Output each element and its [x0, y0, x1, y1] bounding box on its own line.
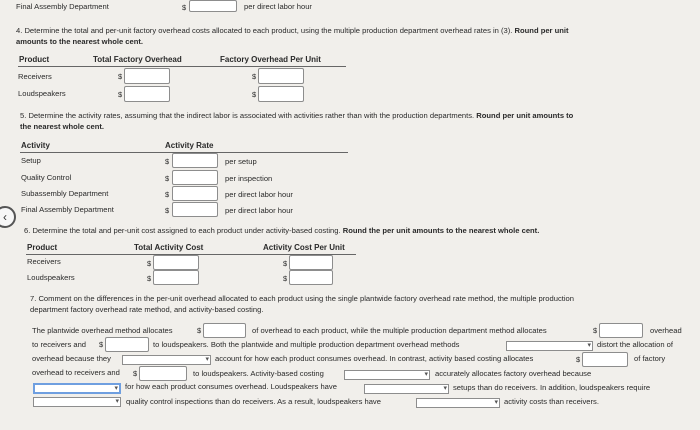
q5-row-subassembly-unit: per direct labor hour — [225, 190, 293, 199]
q4-row-loudspeakers-label: Loudspeakers — [18, 89, 66, 98]
q7-inspections-dropdown[interactable] — [33, 397, 121, 407]
q7-line2-text-b: to loudspeakers. Both the plantwide and multiple production department overhead methods — [153, 340, 460, 349]
q4-header-product: Product — [19, 55, 50, 64]
q6-row-receivers-dollar-unit: $ — [283, 259, 288, 268]
chevron-left-icon: ‹ — [3, 210, 7, 224]
q7-line1-text-b: of overhead to each product, while the multiple production department method allocates — [252, 326, 547, 335]
q6-header-total: Total Activity Cost — [134, 243, 204, 252]
q7-line2-text-c: distort the allocation of — [597, 340, 673, 349]
q5-row-quality-label: Quality Control — [21, 173, 72, 182]
q5-row-quality-unit: per inspection — [225, 174, 273, 183]
q7-line4-text-a: overhead to receivers and — [32, 368, 120, 377]
q7-line6-text-a: quality control inspections than do receivers. As a result, loudspeakers have — [126, 397, 381, 406]
q5-prompt: 5. Determine the activity rates, assuming that the indirect labor is associated with activities rather than with the production departments. Round per unit amounts to — [20, 111, 574, 120]
q7-line3-text-b: account for how each product consumes overhead. In contrast, activity based costing allocates — [215, 354, 534, 363]
top-row-dollar: $ — [182, 3, 187, 12]
q5-row-quality-dollar: $ — [165, 174, 170, 183]
top-row-rate-input[interactable] — [189, 0, 237, 12]
q6-loudspeakers-total-input[interactable] — [153, 270, 199, 285]
q7-line4-text-c: accurately allocates factory overhead because — [435, 369, 592, 378]
q6-loudspeakers-per-unit-input[interactable] — [289, 270, 333, 285]
q4-receivers-per-unit-input[interactable] — [258, 68, 304, 84]
q7-line2-text-a: to receivers and — [32, 340, 87, 349]
q7-line4-dollar: $ — [133, 369, 138, 378]
q7-line1-text-a: The plantwide overhead method allocates — [32, 326, 173, 335]
q5-row-final-assembly-label: Final Assembly Department — [21, 205, 114, 214]
q7-line6-text-b: activity costs than receivers. — [504, 397, 599, 406]
q4-header-rule — [18, 66, 346, 67]
q4-row-receivers-label: Receivers — [18, 72, 52, 81]
q5-row-final-assembly-unit: per direct labor hour — [225, 206, 293, 215]
q7-activity-costs-dropdown[interactable] — [416, 398, 500, 408]
q7-line3-dollar: $ — [576, 355, 581, 364]
q7-multiple-loudspeakers-amount-input[interactable] — [105, 337, 149, 352]
q7-line2-dollar: $ — [99, 340, 104, 349]
previous-page-button[interactable] — [0, 206, 16, 228]
chevron-down-icon: ▾ — [494, 399, 498, 406]
q5-header-activity: Activity — [21, 141, 50, 150]
q7-abc-loudspeakers-amount-input[interactable] — [139, 366, 187, 381]
q7-accurately-dropdown[interactable] — [344, 370, 430, 380]
q5-header-rate: Activity Rate — [165, 141, 214, 150]
q6-row-loudspeakers-dollar-unit: $ — [283, 274, 288, 283]
q7-distort-dropdown[interactable] — [506, 341, 593, 351]
q6-receivers-per-unit-input[interactable] — [289, 255, 333, 270]
q5-row-subassembly-dollar: $ — [165, 190, 170, 199]
q4-loudspeakers-per-unit-input[interactable] — [258, 86, 304, 102]
q4-header-per-unit: Factory Overhead Per Unit — [220, 55, 321, 64]
q7-prompt-line2: department factory overhead rate method, and activity-based costing. — [30, 305, 264, 314]
q6-header-per-unit: Activity Cost Per Unit — [263, 243, 345, 252]
q7-account-dropdown[interactable] — [122, 355, 211, 365]
chevron-down-icon: ▾ — [205, 356, 209, 363]
q4-header-total: Total Factory Overhead — [93, 55, 182, 64]
chevron-down-icon: ▾ — [443, 385, 447, 392]
q5-row-setup-dollar: $ — [165, 157, 170, 166]
q4-row-loudspeakers-dollar-total: $ — [118, 90, 123, 99]
q5-subassembly-rate-input[interactable] — [172, 186, 218, 201]
q5-prompt-line2: the nearest whole cent. — [20, 122, 104, 131]
q6-prompt: 6. Determine the total and per-unit cost assigned to each product under activity-based costing. Round the per unit amounts to the nearest whole cent. — [24, 226, 540, 235]
q5-row-final-assembly-dollar: $ — [165, 206, 170, 215]
q6-row-loudspeakers-dollar-total: $ — [147, 274, 152, 283]
q4-row-loudspeakers-dollar-unit: $ — [252, 90, 257, 99]
q7-accounts-dropdown[interactable] — [33, 383, 121, 394]
q7-plantwide-amount-input[interactable] — [203, 323, 246, 338]
q7-line3-text-c: of factory — [634, 354, 666, 363]
q5-setup-rate-input[interactable] — [172, 153, 218, 168]
q4-loudspeakers-total-input[interactable] — [124, 86, 170, 102]
q6-header-product: Product — [27, 243, 58, 252]
top-row-unit: per direct labor hour — [244, 2, 312, 11]
q7-multiple-receivers-amount-input[interactable] — [599, 323, 643, 338]
q4-row-receivers-dollar-unit: $ — [252, 72, 257, 81]
q6-row-receivers-label: Receivers — [27, 257, 61, 266]
q7-setups-dropdown[interactable] — [364, 384, 449, 394]
q6-row-loudspeakers-label: Loudspeakers — [27, 273, 75, 282]
q5-row-setup-label: Setup — [21, 156, 41, 165]
top-row-label: Final Assembly Department — [16, 2, 109, 11]
q6-receivers-total-input[interactable] — [153, 255, 199, 270]
q4-row-receivers-dollar-total: $ — [118, 72, 123, 81]
q7-line1-dollar: $ — [197, 326, 202, 335]
q5-quality-rate-input[interactable] — [172, 170, 218, 185]
chevron-down-icon: ▾ — [114, 385, 118, 392]
q7-prompt-line1: 7. Comment on the differences in the per-unit overhead allocated to each product using the single plantwide factory overhead rate method, the multiple production — [30, 294, 574, 303]
chevron-down-icon: ▾ — [115, 398, 119, 405]
q5-row-setup-unit: per setup — [225, 157, 257, 166]
q7-line1-text-c: overhead — [650, 326, 682, 335]
q7-line4-text-b: to loudspeakers. Activity-based costing — [193, 369, 324, 378]
chevron-down-icon: ▾ — [424, 371, 428, 378]
q5-final-assembly-rate-input[interactable] — [172, 202, 218, 217]
q4-receivers-total-input[interactable] — [124, 68, 170, 84]
q7-line5-text-a: for how each product consumes overhead. Loudspeakers have — [125, 382, 337, 391]
q6-row-receivers-dollar-total: $ — [147, 259, 152, 268]
q5-row-subassembly-label: Subassembly Department — [21, 189, 109, 198]
q4-prompt-line2: amounts to the nearest whole cent. — [16, 37, 144, 46]
q7-line1-dollar-2: $ — [593, 326, 598, 335]
q7-abc-receivers-amount-input[interactable] — [582, 352, 628, 367]
chevron-down-icon: ▾ — [587, 342, 591, 349]
q7-line5-text-b: setups than do receivers. In addition, loudspeakers require — [453, 383, 651, 392]
q4-prompt: 4. Determine the total and per-unit factory overhead costs allocated to each product, using the multiple production department overhead rates in (3). Round per unit — [16, 26, 569, 35]
q7-line3-text-a: overhead because they — [32, 354, 111, 363]
